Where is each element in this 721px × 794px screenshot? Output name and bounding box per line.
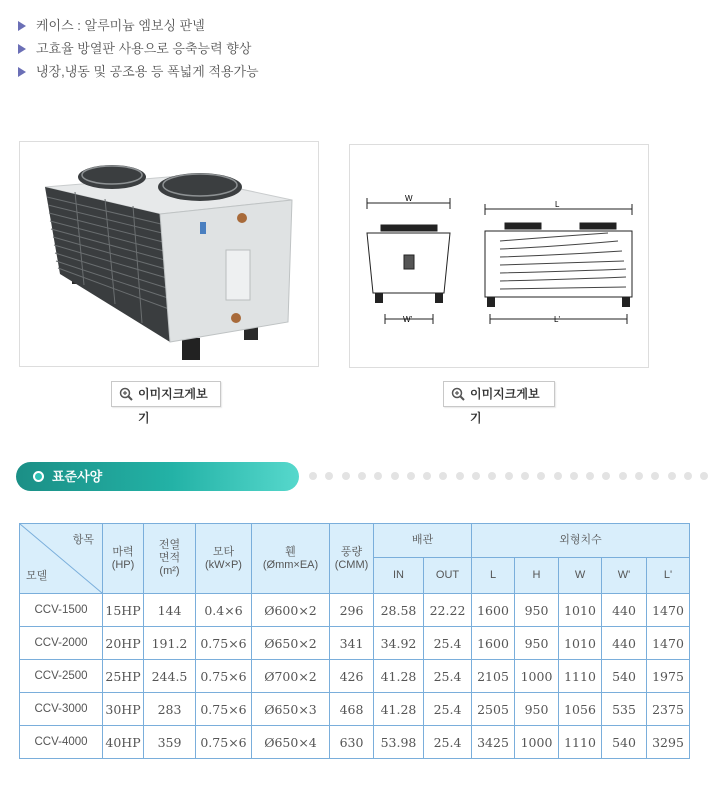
cell-w: 1056 bbox=[559, 693, 602, 726]
view-larger-label: 이미지크게보기 bbox=[138, 387, 208, 425]
divider-dot bbox=[651, 472, 659, 480]
dimension-drawing[interactable] bbox=[349, 144, 649, 368]
divider-dot bbox=[488, 472, 496, 480]
cell-w: 1010 bbox=[559, 627, 602, 660]
cell-l: 2105 bbox=[472, 660, 515, 693]
cell-l: 1600 bbox=[472, 627, 515, 660]
header-motor: 모타 (kW×P) bbox=[196, 524, 252, 594]
cell-model: CCV-1500 bbox=[20, 594, 103, 627]
header-hp: 마력 (HP) bbox=[103, 524, 144, 594]
cell-l: 3425 bbox=[472, 726, 515, 759]
cell-lp: 2375 bbox=[647, 693, 690, 726]
divider-dot bbox=[309, 472, 317, 480]
drawing-label-l: L bbox=[555, 200, 560, 209]
cell-lp: 1470 bbox=[647, 594, 690, 627]
cell-fan: Ø700×2 bbox=[252, 660, 330, 693]
divider-dot bbox=[668, 472, 676, 480]
cell-fan: Ø650×3 bbox=[252, 693, 330, 726]
cell-fan: Ø650×2 bbox=[252, 627, 330, 660]
header-item-label: 항목 bbox=[72, 534, 94, 546]
cell-h: 950 bbox=[515, 627, 559, 660]
divider-dot bbox=[423, 472, 431, 480]
divider-dot bbox=[505, 472, 513, 480]
table-row bbox=[20, 693, 690, 726]
feature-text: 냉장,냉동 및 공조용 등 폭넓게 적용가능 bbox=[36, 64, 259, 79]
feature-text: 케이스 : 알루미늄 엠보싱 판넬 bbox=[36, 18, 205, 33]
divider-dot bbox=[570, 472, 578, 480]
cell-airflow: 468 bbox=[330, 693, 374, 726]
cell-in: 53.98 bbox=[374, 726, 424, 759]
divider-dot bbox=[391, 472, 399, 480]
cell-area: 191.2 bbox=[144, 627, 196, 660]
magnifier-icon bbox=[119, 387, 133, 401]
product-photo[interactable] bbox=[19, 141, 319, 367]
table-row bbox=[20, 627, 690, 660]
cell-in: 34.92 bbox=[374, 627, 424, 660]
cell-area: 359 bbox=[144, 726, 196, 759]
cell-area: 144 bbox=[144, 594, 196, 627]
view-larger-label: 이미지크게보기 bbox=[470, 387, 540, 425]
cell-model: CCV-3000 bbox=[20, 693, 103, 726]
feature-item bbox=[18, 16, 259, 39]
divider-dot bbox=[684, 472, 692, 480]
cell-out: 25.4 bbox=[424, 627, 472, 660]
divider-dot bbox=[342, 472, 350, 480]
feature-item bbox=[18, 62, 259, 85]
cell-airflow: 426 bbox=[330, 660, 374, 693]
cell-l: 1600 bbox=[472, 594, 515, 627]
magnifier-icon bbox=[451, 387, 465, 401]
cell-hp: 40HP bbox=[103, 726, 144, 759]
cell-lp: 1470 bbox=[647, 627, 690, 660]
header-w: W bbox=[559, 558, 602, 594]
divider-dot bbox=[407, 472, 415, 480]
divider-dot bbox=[521, 472, 529, 480]
feature-text: 고효율 방열판 사용으로 응축능력 향상 bbox=[36, 41, 252, 56]
cell-wp: 540 bbox=[602, 660, 647, 693]
cell-out: 25.4 bbox=[424, 726, 472, 759]
table-row bbox=[20, 660, 690, 693]
cell-wp: 535 bbox=[602, 693, 647, 726]
header-area: 전열 면적 (m²) bbox=[144, 524, 196, 594]
drawing-illustration bbox=[350, 145, 649, 368]
cell-airflow: 630 bbox=[330, 726, 374, 759]
cell-wp: 440 bbox=[602, 594, 647, 627]
view-larger-drawing-button[interactable] bbox=[443, 381, 555, 425]
section-header-pill bbox=[16, 462, 299, 491]
cell-out: 22.22 bbox=[424, 594, 472, 627]
divider-dot bbox=[554, 472, 562, 480]
cell-w: 1110 bbox=[559, 660, 602, 693]
circle-bullet-icon bbox=[33, 471, 44, 482]
cell-w: 1010 bbox=[559, 594, 602, 627]
condenser-photo-illustration bbox=[20, 142, 319, 367]
divider-dot bbox=[586, 472, 594, 480]
divider-dot bbox=[619, 472, 627, 480]
cell-hp: 30HP bbox=[103, 693, 144, 726]
cell-fan: Ø600×2 bbox=[252, 594, 330, 627]
cell-motor: 0.75×6 bbox=[196, 726, 252, 759]
header-l-prime: L' bbox=[647, 558, 690, 594]
spec-table bbox=[19, 523, 690, 759]
cell-out: 25.4 bbox=[424, 693, 472, 726]
divider-dot bbox=[439, 472, 447, 480]
header-item-model bbox=[20, 524, 103, 594]
cell-motor: 0.75×6 bbox=[196, 693, 252, 726]
cell-w: 1110 bbox=[559, 726, 602, 759]
header-in: IN bbox=[374, 558, 424, 594]
header-airflow: 풍량 (CMM) bbox=[330, 524, 374, 594]
drawing-label-w: W bbox=[405, 194, 413, 203]
header-w-prime: W' bbox=[602, 558, 647, 594]
cell-in: 28.58 bbox=[374, 594, 424, 627]
cell-model: CCV-4000 bbox=[20, 726, 103, 759]
cell-h: 950 bbox=[515, 594, 559, 627]
dotted-divider bbox=[309, 472, 719, 482]
cell-hp: 25HP bbox=[103, 660, 144, 693]
cell-model: CCV-2000 bbox=[20, 627, 103, 660]
cell-lp: 3295 bbox=[647, 726, 690, 759]
header-l: L bbox=[472, 558, 515, 594]
drawing-label-w-prime: W' bbox=[403, 315, 413, 324]
cell-out: 25.4 bbox=[424, 660, 472, 693]
divider-dot bbox=[602, 472, 610, 480]
header-fan: 휀 (Ømm×EA) bbox=[252, 524, 330, 594]
cell-area: 283 bbox=[144, 693, 196, 726]
cell-l: 2505 bbox=[472, 693, 515, 726]
view-larger-photo-button[interactable] bbox=[111, 381, 221, 425]
cell-motor: 0.75×6 bbox=[196, 660, 252, 693]
cell-h: 950 bbox=[515, 693, 559, 726]
divider-dot bbox=[537, 472, 545, 480]
triangle-bullet-icon bbox=[18, 67, 26, 77]
cell-airflow: 296 bbox=[330, 594, 374, 627]
cell-airflow: 341 bbox=[330, 627, 374, 660]
cell-motor: 0.75×6 bbox=[196, 627, 252, 660]
cell-lp: 1975 bbox=[647, 660, 690, 693]
divider-dot bbox=[700, 472, 708, 480]
divider-dot bbox=[374, 472, 382, 480]
feature-item bbox=[18, 39, 259, 62]
cell-area: 244.5 bbox=[144, 660, 196, 693]
cell-in: 41.28 bbox=[374, 660, 424, 693]
divider-dot bbox=[472, 472, 480, 480]
cell-hp: 20HP bbox=[103, 627, 144, 660]
header-model-label: 모델 bbox=[26, 570, 48, 582]
header-dimensions: 외형치수 bbox=[472, 524, 690, 558]
divider-dot bbox=[358, 472, 366, 480]
cell-model: CCV-2500 bbox=[20, 660, 103, 693]
drawing-label-l-prime: L' bbox=[554, 315, 560, 324]
feature-list bbox=[18, 16, 259, 85]
table-row bbox=[20, 594, 690, 627]
section-title: 표준사양 bbox=[52, 469, 103, 484]
divider-dot bbox=[325, 472, 333, 480]
header-piping: 배관 bbox=[374, 524, 472, 558]
spec-table-body bbox=[20, 594, 690, 759]
header-out: OUT bbox=[424, 558, 472, 594]
cell-motor: 0.4×6 bbox=[196, 594, 252, 627]
table-row bbox=[20, 726, 690, 759]
triangle-bullet-icon bbox=[18, 44, 26, 54]
header-h: H bbox=[515, 558, 559, 594]
cell-fan: Ø650×4 bbox=[252, 726, 330, 759]
triangle-bullet-icon bbox=[18, 21, 26, 31]
divider-dot bbox=[635, 472, 643, 480]
cell-in: 41.28 bbox=[374, 693, 424, 726]
divider-dot bbox=[456, 472, 464, 480]
cell-hp: 15HP bbox=[103, 594, 144, 627]
cell-h: 1000 bbox=[515, 660, 559, 693]
cell-wp: 440 bbox=[602, 627, 647, 660]
cell-h: 1000 bbox=[515, 726, 559, 759]
cell-wp: 540 bbox=[602, 726, 647, 759]
